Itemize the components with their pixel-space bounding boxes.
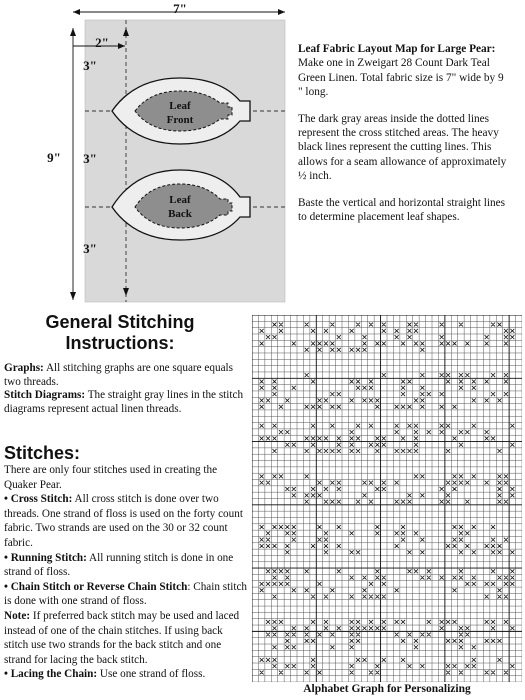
diagrams-text: The straight gray lines in the stitch diagrams represent actual linen threads. — [4, 389, 244, 415]
diagrams-label: Stitch Diagrams: — [4, 389, 86, 402]
segment-label-1: 3" — [83, 58, 97, 73]
leaf-layout-map — [40, 0, 305, 310]
chain-stitch-text: : Chain stitch is done with one strand of floss. — [4, 580, 248, 608]
general-instructions — [4, 362, 246, 416]
caption-para-1: Make one in Zweigart 28 Count Dark Teal Green Linen. Total fabric size is 7" wide by 9 " long. — [298, 57, 504, 99]
caption-para-2: The dark gray areas inside the dotted lines represent the cross stitched areas. The heavy black lines represent the cutting lines. This allows for a seam allowance of approximately ½ inch. — [298, 112, 507, 183]
leaf-back-label-1: Leaf — [169, 194, 191, 206]
width-label: 7" — [173, 1, 187, 16]
cross-stitch-label: • Cross Stitch: — [4, 493, 73, 506]
alphabet-graph-caption: Alphabet Graph for Personalizing — [303, 683, 471, 695]
leaf-front-label-1: Leaf — [169, 100, 191, 112]
cross-stitch-text: All cross stitch is done over two threads. One strand of floss is used on the forty count fabric. Two strands are used on the 30 or 32 count fabric. — [4, 493, 243, 549]
leaf-back-label-2: Back — [168, 208, 192, 220]
alphabet-graph — [252, 315, 522, 682]
caption-title: Leaf Fabric Layout Map for Large Pear: — [298, 43, 496, 55]
stitches-body — [4, 463, 248, 682]
segment-label-2: 3" — [83, 151, 97, 166]
caption-para-3: Baste the vertical and horizontal straight lines to determine placement leaf shapes. — [298, 196, 506, 224]
lacing-label: • Lacing the Chain: — [4, 668, 98, 681]
graphs-label: Graphs: — [4, 362, 44, 374]
leaf-front-label-2: Front — [166, 114, 194, 126]
running-stitch-label: • Running Stitch: — [4, 551, 87, 564]
segment-label-3: 3" — [83, 241, 97, 256]
graphs-text: All stitching graphs are one square equals two threads. — [4, 362, 234, 388]
stitches-heading: Stitches: — [4, 443, 81, 463]
chain-stitch-label: • Chain Stitch or Reverse Chain Stitch — [4, 580, 188, 593]
note-text: If preferred back stitch may be used and laced instead of one of the chain stitches. If using back stitch use two strands for the back stitch and one strand for lacing the back stitch. — [4, 609, 240, 666]
offset-label: 2" — [95, 35, 109, 50]
height-label: 9" — [47, 150, 61, 165]
general-stitching-title: General Stitching Instructions: — [45, 312, 195, 353]
note-label: Note: — [4, 609, 31, 622]
layout-map-caption — [298, 42, 508, 236]
lacing-text: Use one strand of floss. — [97, 668, 206, 681]
running-stitch-text: All running stitch is done in one strand of floss. — [4, 551, 234, 579]
stitches-intro: There are only four stitches used in creating the Quaker Pear. — [4, 464, 218, 491]
